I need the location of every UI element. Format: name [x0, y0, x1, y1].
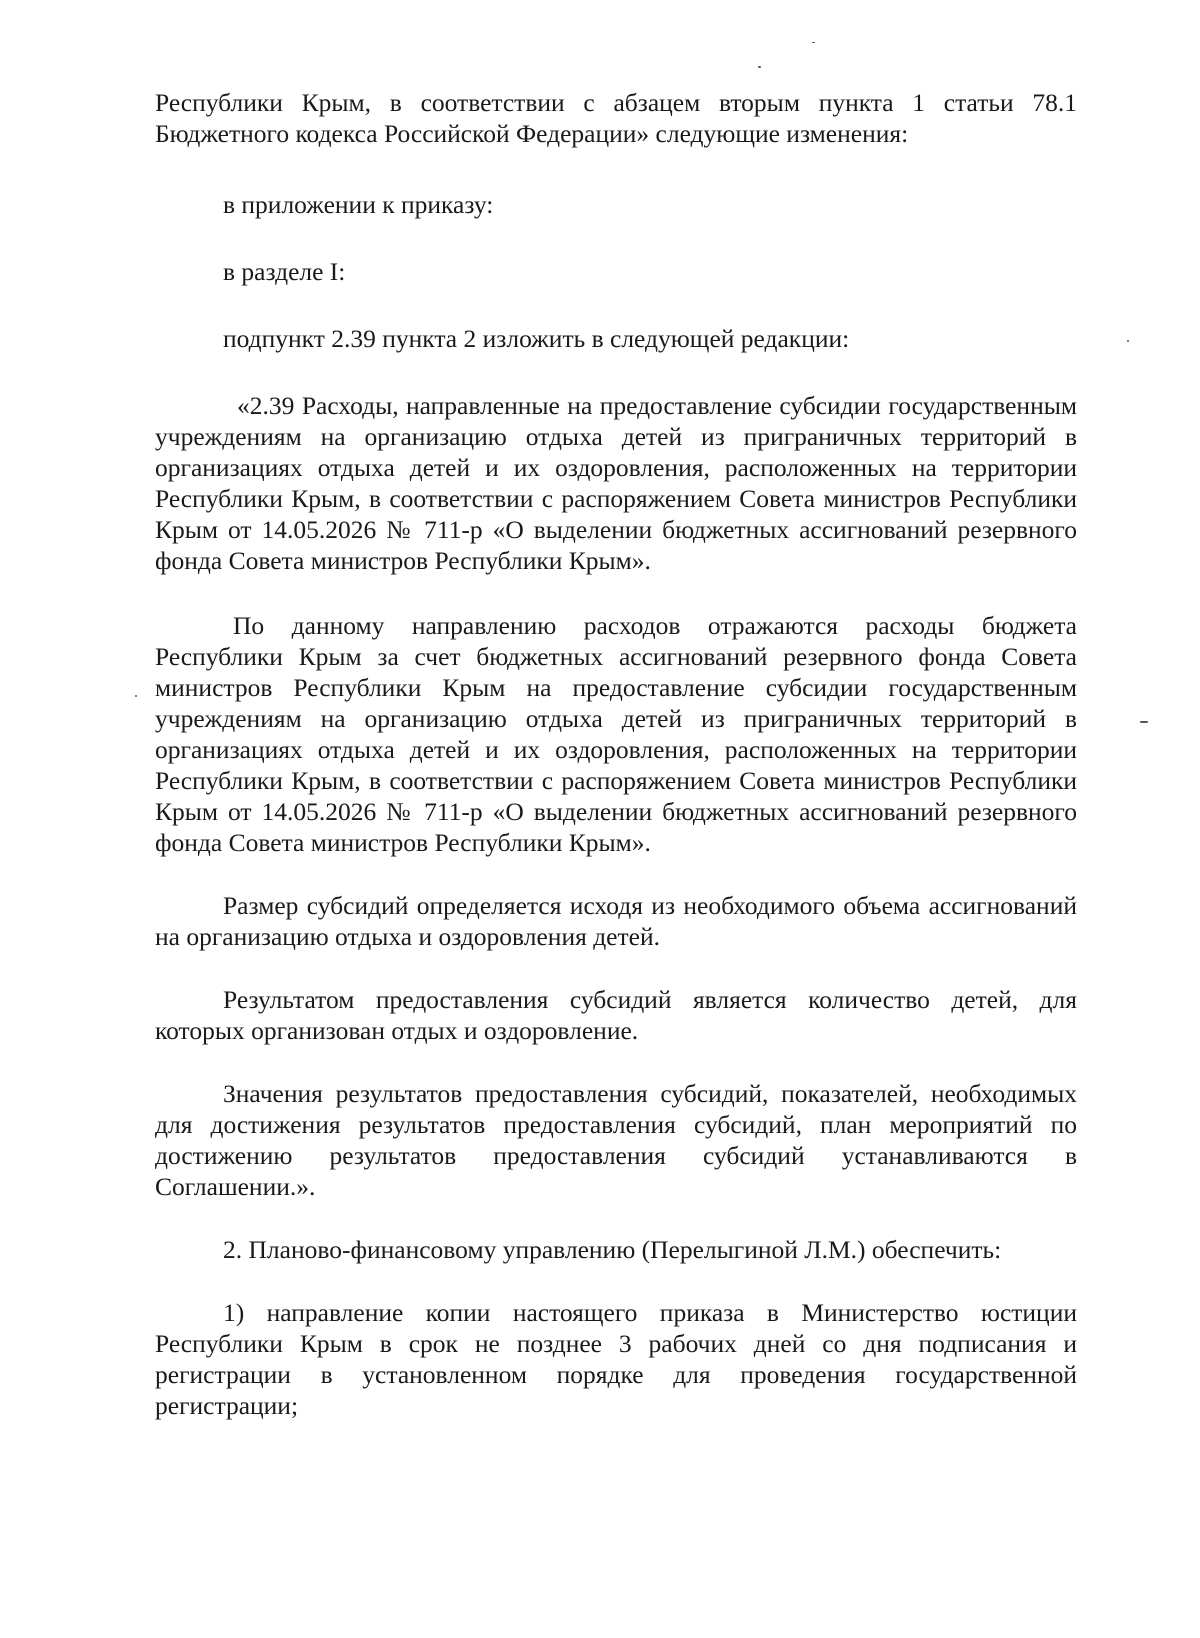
paragraph-item-2-39: «2.39 Расходы, направленные на предоставление субсидии государственным учреждениям на организацию отдыха детей из приграничных территорий в организациях отдыха детей и их оздоровления, расположенных на территории Республики Крым, в соответствии с распоряжением Совета министров Республики Крым от 14.05.2026 № 711-р «О выделении бюджетных ассигнований резервного фонда Совета министров Республики Крым».	[155, 391, 1077, 575]
paragraph-appendix: в приложении к приказу:	[223, 190, 494, 219]
paragraph-amount: Размер субсидий определяется исходя из необходимого объема ассигнований на организацию отдыха и оздоровления детей.	[155, 891, 1077, 951]
scan-speck	[135, 695, 137, 697]
scan-speck	[1127, 340, 1129, 342]
paragraph-point-2-1: 1) направление копии настоящего приказа в Министерство юстиции Республики Крым в срок не позднее 3 рабочих дней со дня подписания и регистрации в установленном порядке для проведения государственной регистрации;	[155, 1298, 1077, 1420]
paragraph-result: Результатом предоставления субсидий является количество детей, для которых организован отдых и оздоровление.	[155, 985, 1077, 1045]
scan-speck	[1140, 721, 1148, 723]
document-body	[155, 87, 1077, 1421]
paragraph-direction: По данному направлению расходов отражаются расходы бюджета Республики Крым за счет бюджетных ассигнований резервного фонда Совета министров Республики Крым на предоставление субсидии государственным учреждениям на организацию отдыха детей из приграничных территорий в организациях отдыха детей и их оздоровления, расположенных на территории Республики Крым, в соответствии с распоряжением Совета министров Республики Крым от 14.05.2026 № 711-р «О выделении бюджетных ассигнований резервного фонда Совета министров Республики Крым».	[155, 611, 1077, 857]
paragraph-point-2: 2. Планово-финансовому управлению (Перелыгиной Л.М.) обеспечить:	[223, 1235, 1002, 1264]
paragraph-section: в разделе I:	[223, 257, 346, 286]
scan-speck	[812, 42, 815, 43]
paragraph-subitem: подпункт 2.39 пункта 2 изложить в следующей редакции:	[223, 324, 850, 353]
scan-speck	[758, 66, 761, 68]
paragraph-values: Значения результатов предоставления субсидий, показателей, необходимых для достижения результатов предоставления субсидий, план мероприятий по достижению результатов предоставления субсидий устанавливаются в Соглашении.».	[155, 1079, 1077, 1201]
paragraph-continuation: Республики Крым, в соответствии с абзацем вторым пункта 1 статьи 78.1 Бюджетного кодекса Российской Федерации» следующие изменения:	[155, 88, 1077, 148]
